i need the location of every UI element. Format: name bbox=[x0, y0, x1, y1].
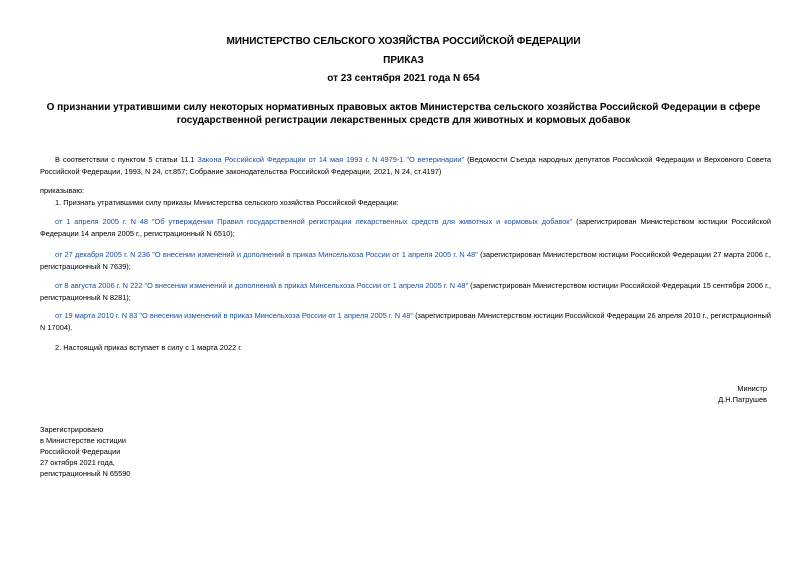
order-item bbox=[40, 280, 771, 303]
order-link[interactable]: от 27 декабря 2005 г. N 236 "О внесении изменений и дополнений в приказ Минсельхоза России от 1 апреля 2005 г. N 48" bbox=[55, 250, 478, 259]
signature-block bbox=[567, 383, 767, 405]
registration-line: Российской Федерации bbox=[40, 447, 121, 456]
order-item bbox=[40, 310, 771, 333]
order-registration-text: (зарегистрирован Министерством юстиции Российской Федерации 26 апреля 2010 г., регистрационный N 17004). bbox=[40, 311, 771, 332]
registration-line: 27 октября 2021 года, bbox=[40, 458, 115, 467]
order-registration-text: (зарегистрирован Министерством юстиции Российской Федерации 14 апреля 2005 г., регистрационный N 6510); bbox=[40, 217, 771, 238]
order-link[interactable]: от 1 апреля 2005 г. N 48 "Об утверждении Правил государственной регистрации лекарственных средств для животных и кормовых добавок" bbox=[55, 217, 573, 226]
item-2-text: 2. Настоящий приказ вступает в силу с 1 марта 2022 г. bbox=[55, 343, 243, 352]
order-registration-text: (зарегистрирован Министерством юстиции Российской Федерации 27 марта 2006 г., регистрационный N 7639); bbox=[40, 250, 771, 271]
item-1-text: 1. Признать утратившими силу приказы Министерства сельского хозяйства Российской Федерации: bbox=[55, 198, 399, 207]
order-link[interactable]: от 8 августа 2006 г. N 222 "О внесении изменений и дополнений в приказ Минсельхоза России от 1 апреля 2005 г. N 48" bbox=[55, 281, 469, 290]
document-date-number: от 23 сентября 2021 года N 654 bbox=[327, 73, 480, 84]
order-item bbox=[40, 249, 771, 272]
signatory-name: Д.Н.Патрушев bbox=[718, 395, 767, 404]
order-item bbox=[40, 216, 771, 239]
signatory-position: Министр bbox=[737, 384, 767, 393]
preamble-text-after: (Ведомости Съезда народных депутатов Российской Федерации и Верховного Совета Российской Федерации, 1993, N 24, ст.857; Собрание законодательства Российской Федерации, 2021, N 24, ст.4197) bbox=[40, 155, 771, 176]
preamble-paragraph bbox=[40, 154, 771, 177]
registration-line: регистрационный N 65590 bbox=[40, 469, 131, 478]
document-type: ПРИКАЗ bbox=[383, 55, 424, 66]
order-link[interactable]: от 19 марта 2010 г. N 83 "О внесении изменений в приказ Минсельхоза России от 1 апреля 2005 г. N 48" bbox=[55, 311, 413, 320]
preamble-text-before: В соответствии с пунктом 5 статьи 11.1 bbox=[55, 155, 198, 164]
registration-line: в Министерстве юстиции bbox=[40, 436, 127, 445]
law-link[interactable]: Закона Российской Федерации от 14 мая 1993 г. N 4979-1 "О ветеринарии" bbox=[197, 155, 465, 164]
ministry-name: МИНИСТЕРСТВО СЕЛЬСКОГО ХОЗЯЙСТВА РОССИЙСКОЙ ФЕДЕРАЦИИ bbox=[226, 36, 581, 47]
document-title: О признании утратившими силу некоторых нормативных правовых актов Министерства сельского хозяйства Российской Федерации в сфере государственной регистрации лекарственных средств для животных и кормовых добавок bbox=[46, 102, 761, 126]
registration-block bbox=[40, 424, 130, 479]
order-registration-text: (зарегистрирован Министерством юстиции Российской Федерации 15 сентября 2006 г., регистрационный N 8281); bbox=[40, 281, 772, 302]
registration-line: Зарегистрировано bbox=[40, 425, 104, 434]
order-word: приказываю: bbox=[40, 186, 84, 195]
